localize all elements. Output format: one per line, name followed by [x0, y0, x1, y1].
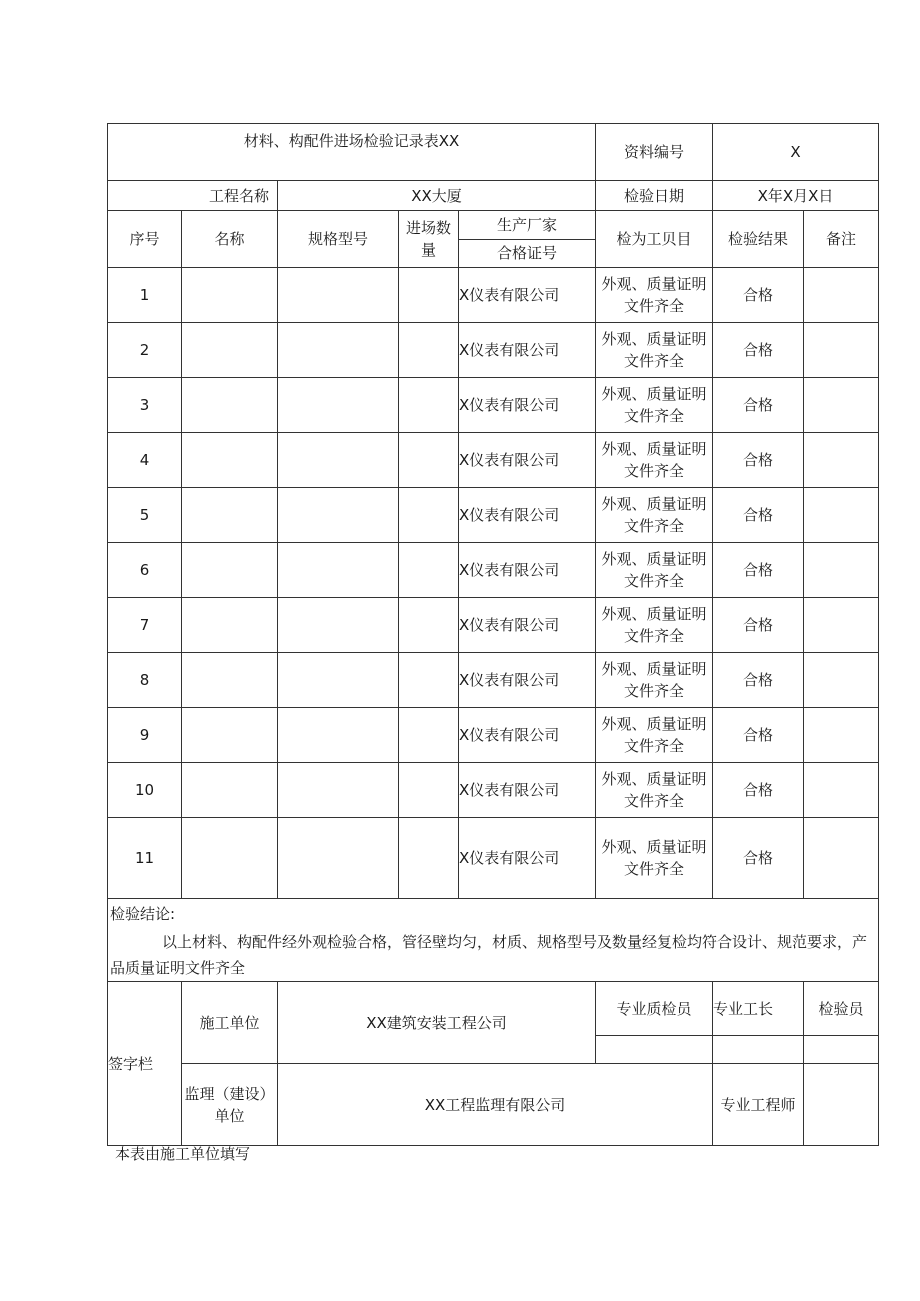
- row-spec[interactable]: [278, 818, 399, 899]
- table-row: [108, 543, 879, 598]
- row-maker: X仪表有限公司: [459, 818, 596, 899]
- row-spec[interactable]: [278, 433, 399, 488]
- table-row: [108, 598, 879, 653]
- row-result: 合格: [713, 708, 804, 763]
- construction-unit-value: XX建筑安装工程公司: [278, 982, 596, 1064]
- row-remark[interactable]: [804, 598, 879, 653]
- row-maker: X仪表有限公司: [459, 653, 596, 708]
- header-result: 检验结果: [713, 211, 804, 268]
- row-name[interactable]: [182, 488, 278, 543]
- header-maker-cert: [459, 211, 596, 268]
- row-name[interactable]: [182, 543, 278, 598]
- header-qty: 进场数量: [399, 211, 459, 268]
- row-remark[interactable]: [804, 268, 879, 323]
- row-name[interactable]: [182, 708, 278, 763]
- row-seq: 6: [108, 543, 182, 598]
- row-seq: 10: [108, 763, 182, 818]
- row-result: 合格: [713, 323, 804, 378]
- quality-inspector-label: 专业质检员: [596, 982, 713, 1036]
- row-remark[interactable]: [804, 763, 879, 818]
- row-result: 合格: [713, 818, 804, 899]
- form-title: 材料、构配件进场检验记录表XX: [108, 124, 596, 181]
- row-name[interactable]: [182, 323, 278, 378]
- row-remark[interactable]: [804, 378, 879, 433]
- inspector-label: 检验员: [804, 982, 879, 1036]
- row-remark[interactable]: [804, 543, 879, 598]
- row-remark[interactable]: [804, 708, 879, 763]
- row-maker: X仪表有限公司: [459, 708, 596, 763]
- row-items: 外观、质量证明文件齐全: [596, 763, 713, 818]
- row-maker: X仪表有限公司: [459, 378, 596, 433]
- header-name: 名称: [182, 211, 278, 268]
- header-items: 检为工贝目: [596, 211, 713, 268]
- row-name[interactable]: [182, 818, 278, 899]
- engineer-signature[interactable]: [804, 1064, 879, 1146]
- row-maker: X仪表有限公司: [459, 268, 596, 323]
- row-spec[interactable]: [278, 488, 399, 543]
- row-result: 合格: [713, 268, 804, 323]
- table-row: [108, 433, 879, 488]
- row-result: 合格: [713, 433, 804, 488]
- row-name[interactable]: [182, 653, 278, 708]
- row-remark[interactable]: [804, 818, 879, 899]
- row-qty[interactable]: [399, 268, 459, 323]
- row-items: 外观、质量证明文件齐全: [596, 433, 713, 488]
- row-seq: 8: [108, 653, 182, 708]
- row-name[interactable]: [182, 598, 278, 653]
- row-qty[interactable]: [399, 818, 459, 899]
- row-seq: 3: [108, 378, 182, 433]
- row-items: 外观、质量证明文件齐全: [596, 818, 713, 899]
- row-seq: 2: [108, 323, 182, 378]
- table-row: [108, 268, 879, 323]
- row-items: 外观、质量证明文件齐全: [596, 378, 713, 433]
- table-row: [108, 653, 879, 708]
- row-items: 外观、质量证明文件齐全: [596, 268, 713, 323]
- signature-label: 签字栏: [108, 982, 182, 1146]
- conclusion-text: 以上材料、构配件经外观检验合格，管径壁均匀，材质、规格型号及数量经复检均符合设计、规范要求，产品质量证明文件齐全: [110, 933, 868, 977]
- signature-row-supervision: [108, 1064, 879, 1146]
- date-value: X年X月X日: [713, 181, 879, 211]
- row-qty[interactable]: [399, 543, 459, 598]
- construction-unit-label: 施工单位: [182, 982, 278, 1064]
- row-maker: X仪表有限公司: [459, 543, 596, 598]
- row-items: 外观、质量证明文件齐全: [596, 598, 713, 653]
- row-seq: 4: [108, 433, 182, 488]
- row-seq: 1: [108, 268, 182, 323]
- row-seq: 11: [108, 818, 182, 899]
- inspector-signature[interactable]: [804, 1036, 879, 1064]
- header-row: [108, 211, 879, 268]
- row-maker: X仪表有限公司: [459, 433, 596, 488]
- date-label: 检验日期: [596, 181, 713, 211]
- row-spec[interactable]: [278, 323, 399, 378]
- row-qty[interactable]: [399, 653, 459, 708]
- table-row: [108, 323, 879, 378]
- header-cert: 合格证号: [496, 244, 557, 262]
- row-seq: 9: [108, 708, 182, 763]
- row-spec[interactable]: [278, 268, 399, 323]
- table-row: [108, 708, 879, 763]
- row-spec[interactable]: [278, 763, 399, 818]
- row-items: 外观、质量证明文件齐全: [596, 323, 713, 378]
- row-result: 合格: [713, 653, 804, 708]
- table-row: [108, 488, 879, 543]
- footnote: 本表由施工单位填写: [115, 1145, 251, 1163]
- title-row: [108, 124, 879, 181]
- row-items: 外观、质量证明文件齐全: [596, 543, 713, 598]
- row-maker: X仪表有限公司: [459, 488, 596, 543]
- row-qty[interactable]: [399, 323, 459, 378]
- row-items: 外观、质量证明文件齐全: [596, 708, 713, 763]
- row-name[interactable]: [182, 268, 278, 323]
- header-maker: 生产厂家: [459, 211, 595, 240]
- row-spec[interactable]: [278, 598, 399, 653]
- row-remark[interactable]: [804, 488, 879, 543]
- row-remark[interactable]: [804, 323, 879, 378]
- row-items: 外观、质量证明文件齐全: [596, 653, 713, 708]
- quality-inspector-signature[interactable]: [596, 1036, 713, 1064]
- header-spec: 规格型号: [278, 211, 399, 268]
- row-spec[interactable]: [278, 543, 399, 598]
- project-label: 工程名称: [108, 181, 278, 211]
- row-qty[interactable]: [399, 763, 459, 818]
- header-seq: 序号: [108, 211, 182, 268]
- row-spec[interactable]: [278, 708, 399, 763]
- row-maker: X仪表有限公司: [459, 763, 596, 818]
- project-value: XX大厦: [278, 181, 596, 211]
- row-result: 合格: [713, 763, 804, 818]
- row-maker: X仪表有限公司: [459, 598, 596, 653]
- row-qty[interactable]: [399, 433, 459, 488]
- signature-row-construction: [108, 982, 879, 1036]
- row-items: 外观、质量证明文件齐全: [596, 488, 713, 543]
- foreman-label: 专业工长: [713, 982, 804, 1036]
- row-spec[interactable]: [278, 653, 399, 708]
- row-result: 合格: [713, 598, 804, 653]
- row-qty[interactable]: [399, 598, 459, 653]
- row-remark[interactable]: [804, 433, 879, 488]
- row-qty[interactable]: [399, 378, 459, 433]
- row-seq: 5: [108, 488, 182, 543]
- supervision-unit-label: 监理（建设）单位: [182, 1064, 278, 1146]
- row-maker: X仪表有限公司: [459, 323, 596, 378]
- row-qty[interactable]: [399, 488, 459, 543]
- inspection-record-table: [107, 123, 879, 1146]
- row-result: 合格: [713, 378, 804, 433]
- conclusion-label: 检验结论:: [110, 905, 176, 923]
- row-seq: 7: [108, 598, 182, 653]
- supervision-unit-value: XX工程监理有限公司: [278, 1064, 713, 1146]
- row-result: 合格: [713, 543, 804, 598]
- table-row: [108, 763, 879, 818]
- row-result: 合格: [713, 488, 804, 543]
- conclusion-row: [108, 899, 879, 982]
- row-name[interactable]: [182, 433, 278, 488]
- foreman-signature[interactable]: [713, 1036, 804, 1064]
- doc-no-label: 资料编号: [596, 124, 713, 181]
- row-spec[interactable]: [278, 378, 399, 433]
- row-qty[interactable]: [399, 708, 459, 763]
- table-row: [108, 378, 879, 433]
- row-remark[interactable]: [804, 653, 879, 708]
- project-row: [108, 181, 879, 211]
- row-name[interactable]: [182, 763, 278, 818]
- header-remark: 备注: [804, 211, 879, 268]
- doc-no-value: X: [713, 124, 879, 181]
- row-name[interactable]: [182, 378, 278, 433]
- engineer-label: 专业工程师: [713, 1064, 804, 1146]
- conclusion-cell: [108, 899, 879, 982]
- inspection-record-sheet: [107, 123, 878, 1146]
- table-row: [108, 818, 879, 899]
